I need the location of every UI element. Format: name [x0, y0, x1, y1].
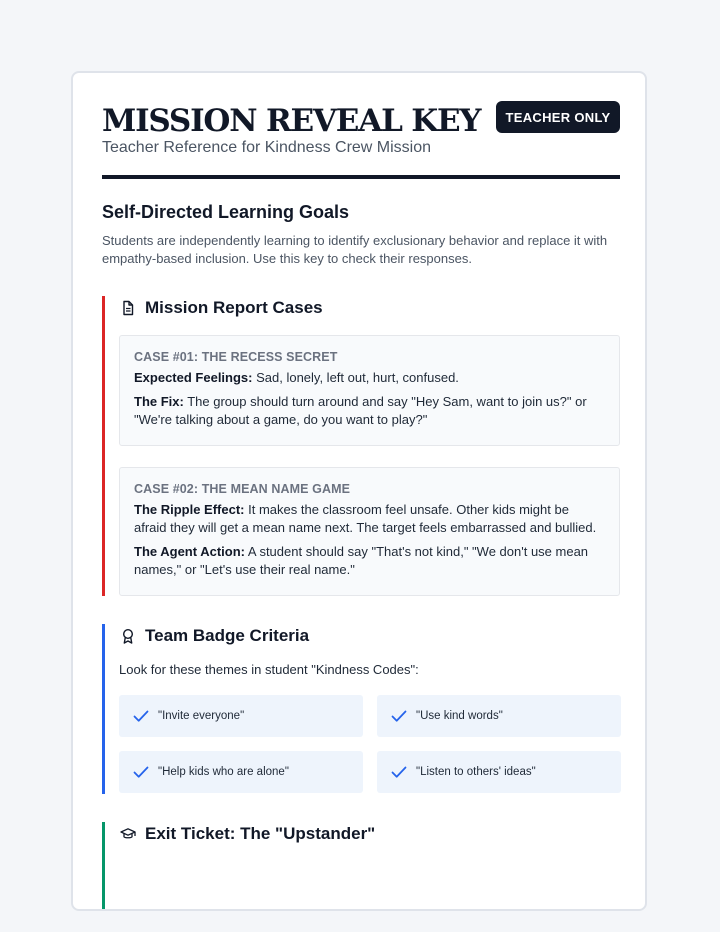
teacher-only-badge: TEACHER ONLY	[496, 101, 620, 133]
section-title: Exit Ticket: The "Upstander"	[145, 824, 376, 843]
check-icon	[390, 763, 408, 781]
criteria-text: "Invite everyone"	[158, 710, 245, 722]
section-header	[120, 296, 323, 320]
case-line-text: Sad, lonely, left out, hurt, confused.	[252, 370, 459, 385]
case-line-label: The Agent Action:	[134, 544, 245, 559]
award-icon	[120, 628, 136, 644]
section-header	[120, 822, 375, 846]
section-title: Mission Report Cases	[145, 298, 323, 317]
section-accent-bar	[102, 296, 105, 596]
section-title: Team Badge Criteria	[145, 626, 310, 645]
section-accent-bar	[102, 822, 105, 911]
case-line-text: The group should turn around and say "Hey Sam, want to join us?" or "We're talking about a game, do you want to play?"	[134, 394, 587, 427]
goals-text: Students are independently learning to identify exclusionary behavior and replace it with empathy-based inclusion. Use this key to check their responses.	[102, 233, 608, 266]
case-line-text: It makes the classroom feel unsafe. Other kids might be afraid they will get a mean name next. The target feels embarrassed and bullied.	[134, 502, 597, 535]
criteria-item	[377, 695, 621, 737]
header-divider	[102, 175, 620, 179]
case-line-label: The Fix:	[134, 394, 184, 409]
check-icon	[132, 707, 150, 725]
case-line-label: The Ripple Effect:	[134, 502, 245, 517]
case-line-label: Expected Feelings:	[134, 370, 253, 385]
check-icon	[132, 763, 150, 781]
section-header	[120, 624, 309, 648]
badge-criteria-section	[102, 624, 620, 794]
criteria-text: "Listen to others' ideas"	[416, 766, 536, 778]
graduation-cap-icon	[120, 826, 136, 842]
exit-ticket-section	[102, 822, 620, 911]
case-line	[134, 543, 605, 579]
case-line	[134, 369, 605, 387]
case-line	[134, 393, 605, 429]
case-card	[119, 335, 620, 446]
case-line	[134, 501, 605, 537]
goals-title: Self-Directed Learning Goals	[102, 202, 350, 222]
case-card	[119, 467, 620, 596]
criteria-intro: Look for these themes in student "Kindness Codes":	[119, 662, 419, 677]
criteria-item	[377, 751, 621, 793]
page-subtitle: Teacher Reference for Kindness Crew Mission	[102, 139, 432, 156]
section-accent-bar	[102, 624, 105, 794]
criteria-text: "Use kind words"	[416, 710, 503, 722]
criteria-item	[119, 695, 363, 737]
header	[102, 101, 620, 181]
page-title: MISSION REVEAL KEY	[102, 103, 481, 139]
criteria-item	[119, 751, 363, 793]
case-title: CASE #01: THE RECESS SECRET	[134, 350, 338, 364]
teacher-key-card	[71, 71, 647, 911]
document-icon	[120, 300, 136, 316]
case-title: CASE #02: THE MEAN NAME GAME	[134, 482, 351, 496]
check-icon	[390, 707, 408, 725]
criteria-text: "Help kids who are alone"	[158, 766, 289, 778]
mission-report-section	[102, 296, 620, 596]
case-line-text: A student should say "That's not kind," "We don't use mean names," or "Let's use their real name."	[134, 544, 589, 577]
